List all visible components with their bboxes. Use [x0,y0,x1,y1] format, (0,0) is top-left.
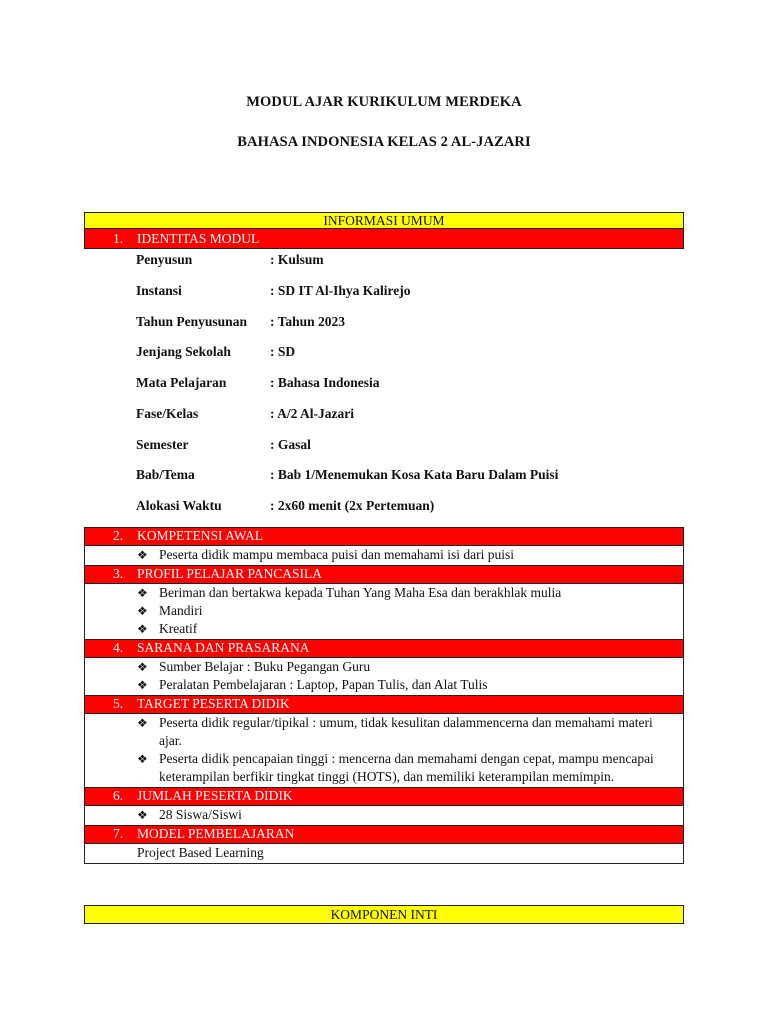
bullet-item [135,658,675,676]
section-number: 2. [113,528,124,543]
identitas-value: : Gasal [270,437,311,452]
section-number: 7. [113,826,124,841]
identitas-key: Semester [136,437,189,452]
diamond-bullet-icon: ❖ [137,716,148,730]
identitas-value: : SD [270,344,296,359]
section-body [85,844,684,864]
bullet-text: Kreatif [159,621,198,636]
section-number: 1. [113,231,124,246]
section-text: Project Based Learning [137,845,264,860]
informasi-umum-header: INFORMASI UMUM [84,212,684,229]
identitas-key: Jenjang Sekolah [136,344,231,359]
identitas-key: Instansi [136,283,182,298]
section-header [85,696,684,714]
identitas-key: Fase/Kelas [136,406,199,421]
section-label: MODEL PEMBELAJARAN [137,826,295,841]
section-header [85,566,684,584]
bullet-item [135,584,675,602]
section-number: 4. [113,640,124,655]
bullet-item [135,602,675,620]
section-header [85,528,684,546]
identitas-value: : Bab 1/Menemukan Kosa Kata Baru Dalam Puisi [270,467,559,482]
bullet-text: Peserta didik pencapaian tinggi : mencerna dan memahami dengan cepat, mampu mencapai keterampilan berfikir tingkat tinggi (HOTS), dan memiliki keterampilan memimpin. [159,751,654,784]
identitas-modul-header [84,229,684,249]
bullet-text: Peralatan Pembelajaran : Laptop, Papan Tulis, dan Alat Tulis [159,677,488,692]
bullet-text: Sumber Belajar : Buku Pegangan Guru [159,659,371,674]
sections-table [84,527,684,864]
bullet-item [135,676,675,694]
document-title: MODUL AJAR KURIKULUM MERDEKA [246,94,522,110]
identitas-key: Bab/Tema [136,467,195,482]
section-header [85,640,684,658]
identitas-key: Tahun Penyusunan [136,314,247,329]
section-header [85,788,684,806]
document-subtitle: BAHASA INDONESIA KELAS 2 AL-JAZARI [237,134,531,150]
bullet-text: Mandiri [159,603,203,618]
section-body [85,546,684,566]
identitas-value: : A/2 Al-Jazari [270,406,354,421]
diamond-bullet-icon: ❖ [137,622,148,636]
diamond-bullet-icon: ❖ [137,604,148,618]
bullet-item [135,546,675,564]
section-number: 5. [113,696,124,711]
komponen-inti-header: KOMPONEN INTI [84,905,684,924]
identitas-key: Mata Pelajaran [136,375,227,390]
section-label: KOMPETENSI AWAL [137,528,264,543]
section-label: PROFIL PELAJAR PANCASILA [137,566,323,581]
section-body [85,806,684,826]
section-body [85,584,684,640]
section-body [85,714,684,788]
diamond-bullet-icon: ❖ [137,678,148,692]
bullet-text: Peserta didik mampu membaca puisi dan memahami isi dari puisi [159,547,515,562]
identitas-value: : Tahun 2023 [270,314,346,329]
identitas-value: : SD IT Al-Ihya Kalirejo [270,283,411,298]
identitas-value: : Bahasa Indonesia [270,375,380,390]
bullet-text: Beriman dan bertakwa kepada Tuhan Yang Maha Esa dan berakhlak mulia [159,585,562,600]
bullet-item [135,620,675,638]
bullet-text: 28 Siswa/Siswi [159,807,242,822]
identitas-key: Alokasi Waktu [136,498,222,513]
diamond-bullet-icon: ❖ [137,548,148,562]
bullet-text: Peserta didik regular/tipikal : umum, tidak kesulitan dalammencerna dan memahami materi ajar. [159,715,653,748]
identitas-key: Penyusun [136,252,193,267]
section-label: IDENTITAS MODUL [137,231,260,246]
bullet-item [135,750,675,786]
section-label: SARANA DAN PRASARANA [137,640,310,655]
section-body [85,658,684,696]
diamond-bullet-icon: ❖ [137,660,148,674]
identitas-value: : Kulsum [270,252,324,267]
identitas-value: : 2x60 menit (2x Pertemuan) [270,498,435,513]
diamond-bullet-icon: ❖ [137,752,148,766]
section-number: 3. [113,566,124,581]
diamond-bullet-icon: ❖ [137,808,148,822]
section-header [85,826,684,844]
diamond-bullet-icon: ❖ [137,586,148,600]
section-label: JUMLAH PESERTA DIDIK [137,788,293,803]
bullet-item [135,714,675,750]
bullet-item [135,806,675,824]
section-label: TARGET PESERTA DIDIK [137,696,290,711]
section-number: 6. [113,788,124,803]
